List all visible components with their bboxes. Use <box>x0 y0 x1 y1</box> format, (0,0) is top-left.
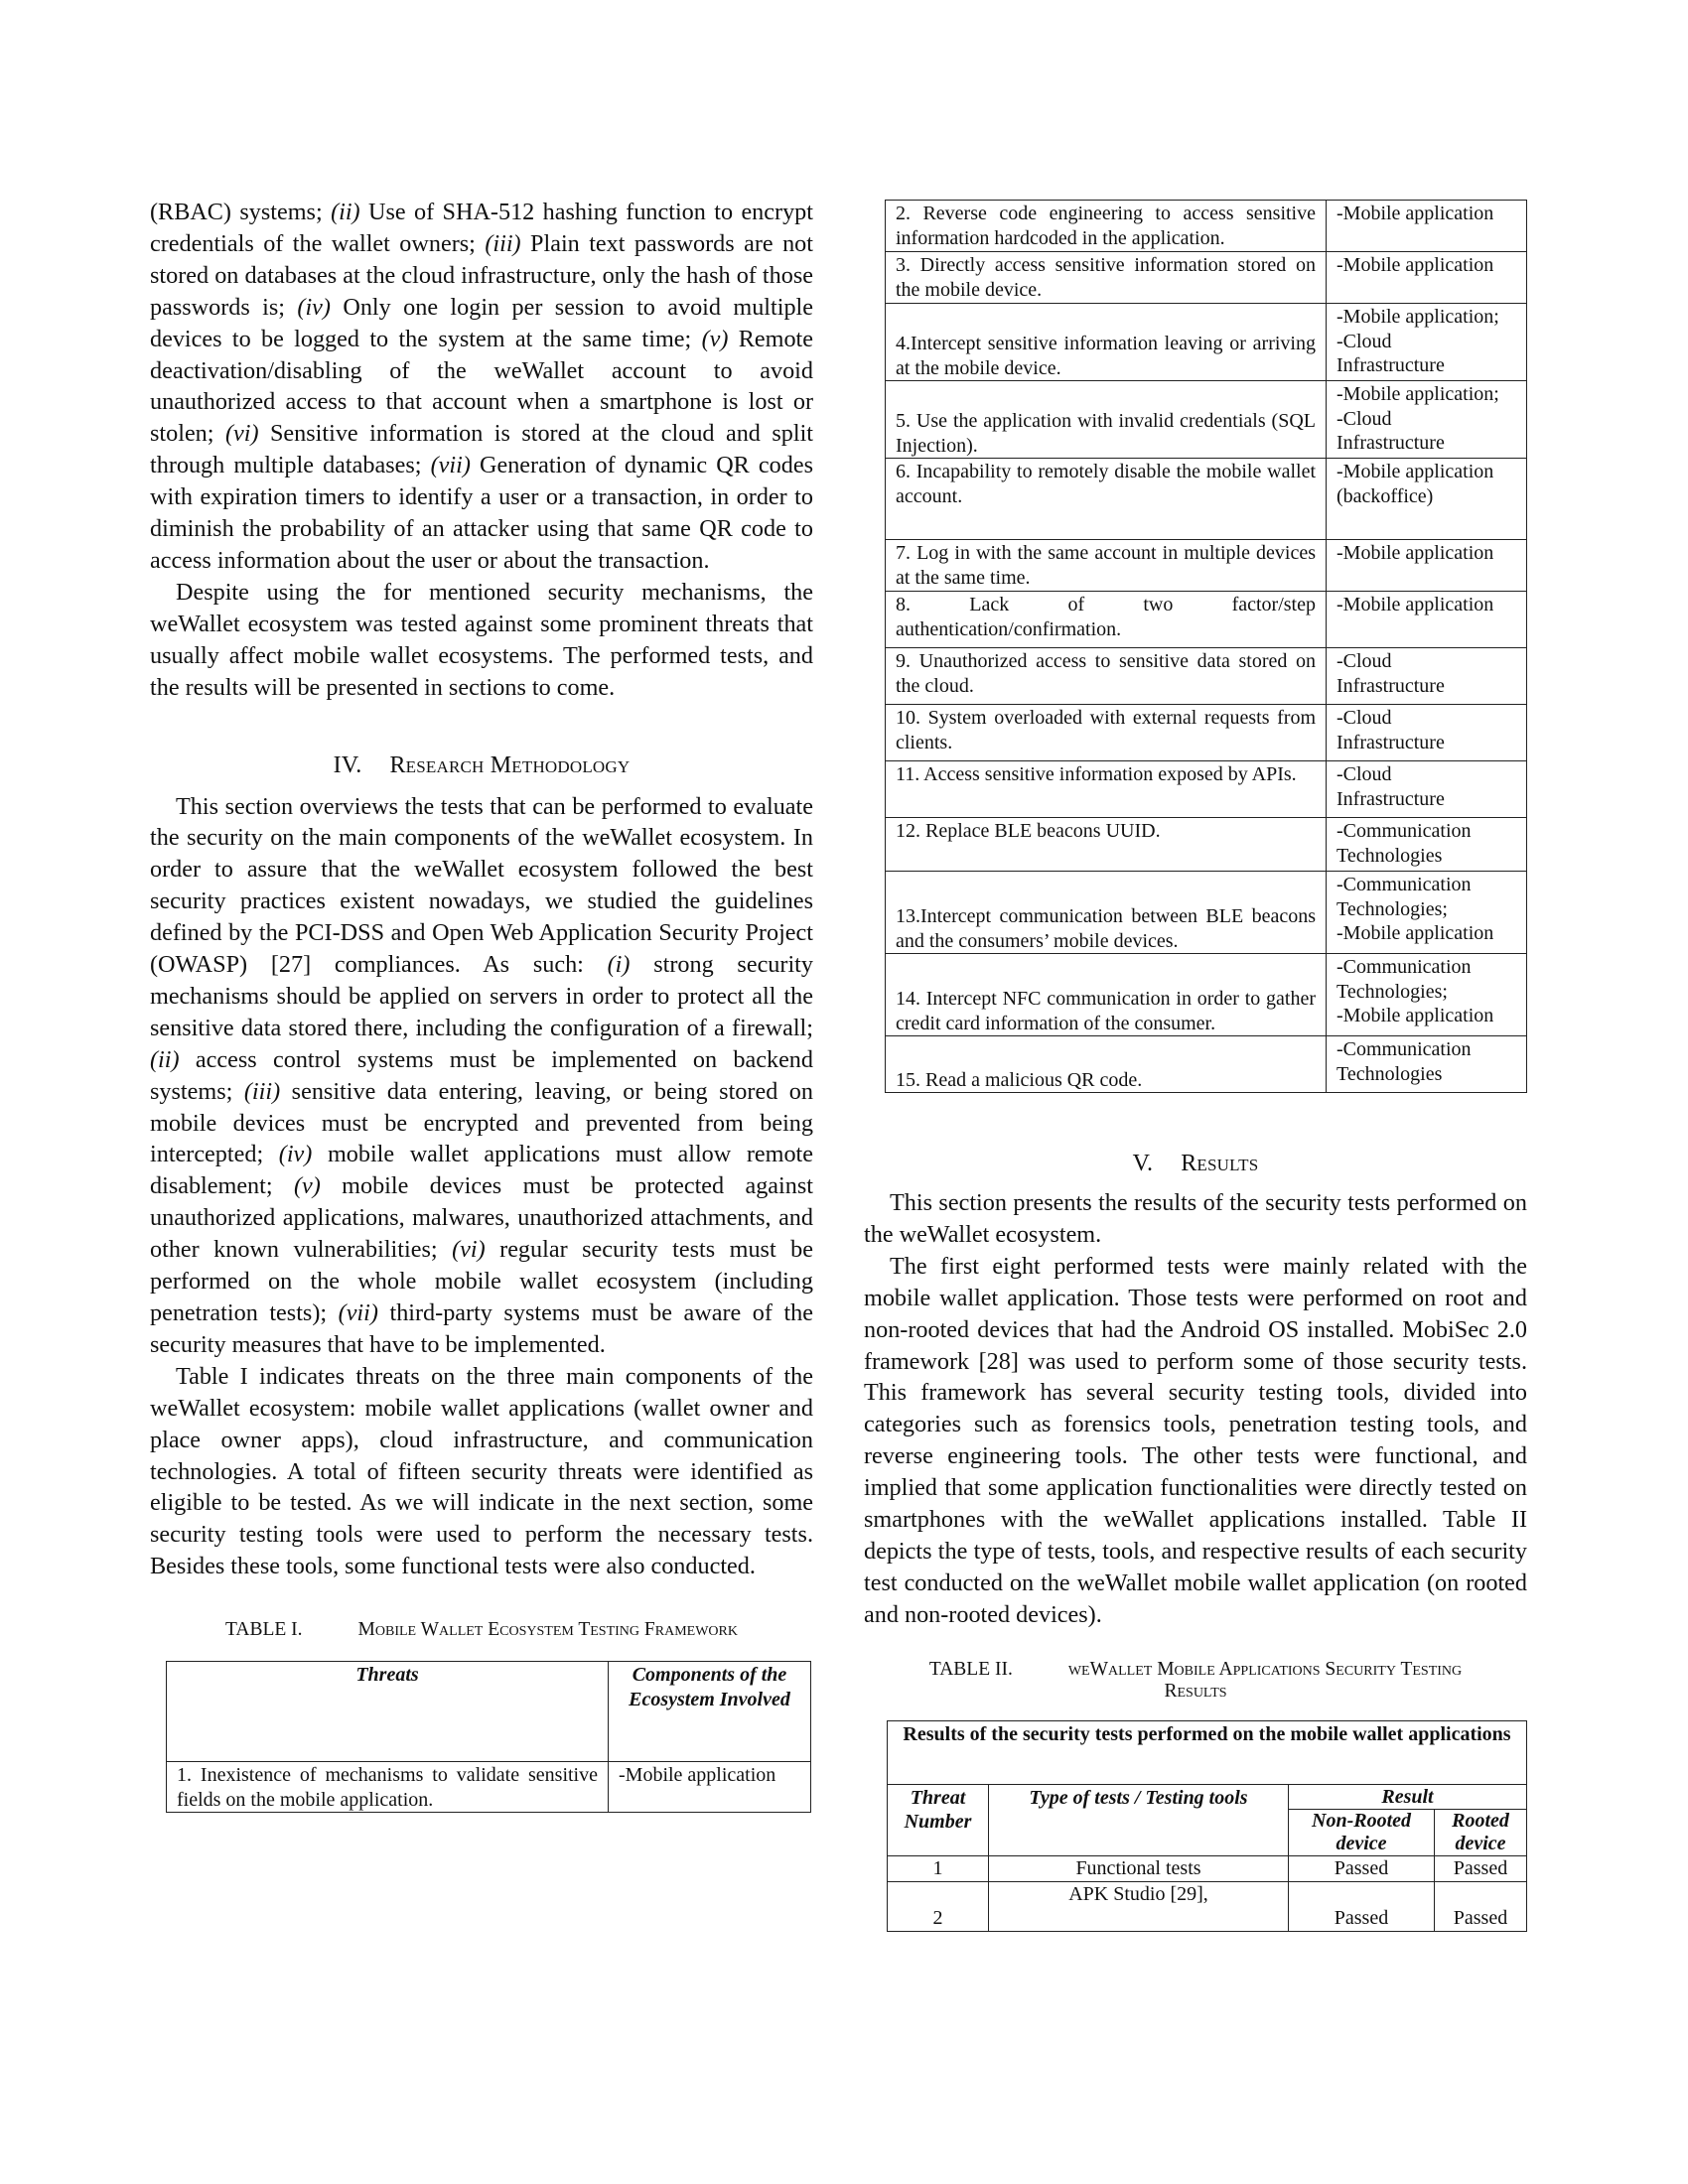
table2-header-rooted: Rooted device <box>1435 1810 1527 1856</box>
components-cell: -Communication Technologies <box>1327 1036 1527 1093</box>
components-cell: -Mobile application <box>1327 252 1527 304</box>
paragraph: This section overviews the tests that can be performed to evaluate the security on the main components of the weWallet ecosystem. In order to assure that the weWallet ecosystem followed the best security practices existent nowadays, we studied the guidelines defined by the PCI-DSS and Open Web Application Security Project (OWASP) [27] compliances. As such: (i) strong security mechanisms should be applied on servers in order to protect all the sensitive data stored there, including the configuration of a firewall; (ii) access control systems must be implemented on backend systems; (iii) sensitive data entering, leaving, or being stored on mobile devices must be encrypted and prevented from being intercepted; (iv) mobile wallet applications must allow remote disablement; (v) mobile devices must be protected against unauthorized applications, malwares, unauthorized attachments, and other known vulnerabilities; (vi) regular security tests must be performed on the whole mobile wallet ecosystem (including penetration tests); (vii) third-party systems must be aware of the security measures that have to be implemented. <box>150 792 813 1358</box>
section-heading-v <box>864 1149 1527 1178</box>
table-row <box>886 381 1527 459</box>
table-row <box>167 1762 811 1813</box>
threat-cell: 12. Replace BLE beacons UUID. <box>886 818 1327 872</box>
table-row <box>886 252 1527 304</box>
section-number: V. <box>1132 1151 1154 1176</box>
methodology-text <box>150 791 813 1583</box>
threat-cell: 2. Reverse code engineering to access sensitive information hardcoded in the application. <box>886 201 1327 252</box>
section-heading-iv <box>150 751 813 780</box>
paragraph: The first eight performed tests were mainly related with the mobile wallet application. Those tests were performed on root and non-rooted devices that had the Android OS installed. MobiSec 2.0 framework [28] was used to perform some of those security tests. This framework has several security testing tools, divided into categories such as forensics tools, penetration testing tools, and reverse engineering tools. The other tests were functional, and implied that some application functionalities were directly tested on smartphones with the weWallet applications installed. Table II depicts the type of tests, tools, and respective results of each security test conducted on the weWallet mobile wallet application (on rooted and non-rooted devices). <box>864 1252 1527 1628</box>
table-row <box>886 648 1527 705</box>
table-row <box>886 592 1527 648</box>
threat-cell: 5. Use the application with invalid credentials (SQL Injection). <box>886 381 1327 459</box>
result-rooted: Passed <box>1435 1856 1527 1882</box>
table1-header-threats: Threats <box>167 1662 609 1762</box>
table-row <box>886 1036 1527 1093</box>
threat-cell: 15. Read a malicious QR code. <box>886 1036 1327 1093</box>
table-row <box>886 540 1527 592</box>
table2-banner: Results of the security tests performed on the mobile wallet applications <box>888 1720 1527 1784</box>
section-number: IV. <box>333 751 362 778</box>
components-cell: -Cloud Infrastructure <box>1327 648 1527 705</box>
results-text <box>864 1187 1527 1631</box>
test-type: Functional tests <box>989 1856 1289 1882</box>
components-cell: -Mobile application (backoffice) <box>1327 459 1527 540</box>
threat-cell: 3. Directly access sensitive information stored on the mobile device. <box>886 252 1327 304</box>
components-cell: -Mobile application <box>1327 540 1527 592</box>
table-row <box>886 872 1527 954</box>
threat-number: 1 <box>888 1856 989 1882</box>
table-row <box>886 818 1527 872</box>
components-cell: -Cloud Infrastructure <box>1327 761 1527 818</box>
table2-title-line2: Results <box>1164 1680 1227 1702</box>
test-type: APK Studio [29], <box>989 1881 1289 1931</box>
threat-number: 2 <box>888 1881 989 1931</box>
components-cell: -Mobile application <box>1327 201 1527 252</box>
section-title: Results <box>1181 1151 1259 1176</box>
components-cell: -Mobile application; -Cloud Infrastructure <box>1327 304 1527 381</box>
paragraph: Table I indicates threats on the three main components of the weWallet ecosystem: mobile wallet applications (wallet owner and place owner apps), cloud infrastructure, and communication technologies. A total of fifteen security threats were identified as eligible to be tested. As we will indicate in the next section, some security testing tools were used to perform the necessary tests. Besides these tools, some functional tests were also conducted. <box>150 1362 813 1580</box>
threat-cell: 4.Intercept sensitive information leaving or arriving at the mobile device. <box>886 304 1327 381</box>
table-row <box>886 705 1527 761</box>
table1-part1 <box>166 1661 811 1813</box>
paragraph: (RBAC) systems; (ii) Use of SHA-512 hashing function to encrypt credentials of the wallet owners; (iii) Plain text passwords are not stored on databases at the cloud infrastructure, only the hash of those passwords is; (iv) Only one login per session to avoid multiple devices to be logged to the system at the same time; (v) Remote deactivation/disabling of the weWallet account to avoid unauthorized access to that account when a smartphone is lost or stolen; (vi) Sensitive information is stored at the cloud and split through multiple databases; (vii) Generation of dynamic QR codes with expiration timers to identify a user or a transaction, in order to diminish the probability of an attacker using that same QR code to access information about the user or about the transaction. <box>150 199 814 574</box>
threat-cell: 7. Log in with the same account in multiple devices at the same time. <box>886 540 1327 592</box>
table1-label: TABLE I. <box>225 1619 303 1641</box>
paragraph: Despite using the for mentioned security mechanisms, the weWallet ecosystem was tested against some prominent threats that usually affect mobile wallet ecosystems. The performed tests, and the results will be presented in sections to come. <box>150 578 813 701</box>
table-row <box>886 459 1527 540</box>
table1-continued <box>885 200 1527 1093</box>
components-cell: -Communication Technologies <box>1327 818 1527 872</box>
threat-cell: 1. Inexistence of mechanisms to validate sensitive fields on the mobile application. <box>167 1762 609 1813</box>
threat-cell: 13.Intercept communication between BLE beacons and the consumers’ mobile devices. <box>886 872 1327 954</box>
table1-header-components: Components of the Ecosystem Involved <box>609 1662 811 1762</box>
table1-title: Mobile Wallet Ecosystem Testing Framework <box>357 1619 738 1641</box>
table1 <box>166 1661 811 1813</box>
table-row <box>888 1881 1527 1931</box>
threat-cell: 10. System overloaded with external requests from clients. <box>886 705 1327 761</box>
table1-caption <box>150 1619 813 1641</box>
components-cell: -Communication Technologies; -Mobile application <box>1327 954 1527 1036</box>
threat-cell: 14. Intercept NFC communication in order to gather credit card information of the consumer. <box>886 954 1327 1036</box>
table2-header-non-rooted: Non-Rooted device <box>1289 1810 1435 1856</box>
result-non-rooted: Passed <box>1289 1856 1435 1882</box>
table2-header-threat-number: Threat Number <box>888 1784 989 1856</box>
table2-header-type: Type of tests / Testing tools <box>989 1784 1289 1856</box>
left-column <box>150 197 813 1813</box>
threat-cell: 11. Access sensitive information exposed by APIs. <box>886 761 1327 818</box>
paragraph: This section presents the results of the security tests performed on the weWallet ecosystem. <box>864 1189 1527 1248</box>
table2-title: weWallet Mobile Applications Security Testing <box>1067 1658 1463 1680</box>
table2-caption <box>864 1659 1527 1703</box>
right-column <box>864 200 1527 1932</box>
threat-cell: 6. Incapability to remotely disable the mobile wallet account. <box>886 459 1327 540</box>
table1-part2 <box>885 200 1527 1093</box>
section-title: Research Methodology <box>389 751 631 778</box>
components-cell: -Cloud Infrastructure <box>1327 705 1527 761</box>
intro-text <box>150 197 813 704</box>
table-row <box>886 201 1527 252</box>
table-row <box>886 954 1527 1036</box>
table2-label: TABLE II. <box>928 1658 1013 1680</box>
result-non-rooted: Passed <box>1289 1881 1435 1931</box>
threat-cell: 8. Lack of two factor/step authentication/confirmation. <box>886 592 1327 648</box>
table2 <box>887 1720 1527 1932</box>
result-rooted: Passed <box>1435 1881 1527 1931</box>
threat-cell: 9. Unauthorized access to sensitive data stored on the cloud. <box>886 648 1327 705</box>
table-row <box>886 304 1527 381</box>
components-cell: -Mobile application <box>609 1762 811 1813</box>
components-cell: -Mobile application <box>1327 592 1527 648</box>
table-row <box>888 1856 1527 1882</box>
components-cell: -Communication Technologies; -Mobile application <box>1327 872 1527 954</box>
components-cell: -Mobile application; -Cloud Infrastructure <box>1327 381 1527 459</box>
table2-wrap <box>887 1720 1527 1932</box>
table2-header-result: Result <box>1289 1784 1527 1810</box>
table-row <box>886 761 1527 818</box>
